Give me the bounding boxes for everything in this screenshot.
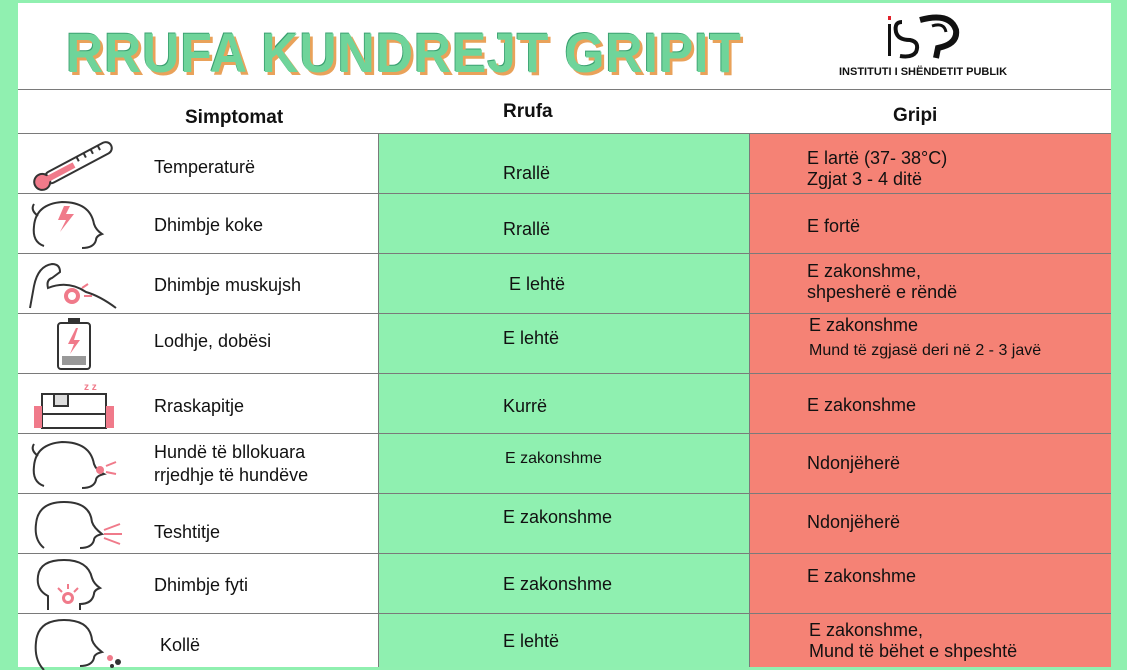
symptom-label: Dhimbje fyti [154,575,249,595]
row-divider [18,613,1111,614]
thermometer-icon [24,137,124,193]
header-top-border [18,89,1111,90]
flu-value-line: E lartë (37- 38°C) [807,148,948,168]
flu-value-line: E zakonshme [809,315,919,335]
cold-value: E lehtë [509,274,566,294]
column-header-cold: Rrufa [503,101,553,122]
headache-icon [24,196,124,252]
sneeze-icon [24,496,124,552]
row-divider [18,433,1111,434]
cold-value: E lehtë [503,631,560,651]
flu-value-line: Mund të bëhet e shpeshtë [809,641,1018,661]
cold-value: Kurrë [503,396,548,416]
cold-value: Rrallë [503,163,551,183]
flu-value-line: E zakonshme [807,566,917,586]
symptom-label: rrjedhje të hundëve [154,465,309,485]
row-divider [18,493,1111,494]
bed-sleep-icon [24,376,124,432]
row-divider [18,133,1111,134]
symptom-label: Dhimbje koke [154,215,264,235]
row-divider [18,313,1111,314]
flu-value-line: shpesherë e rëndë [807,282,958,302]
symptom-label: Rraskapitje [154,396,245,416]
cough-icon [24,614,124,670]
flu-value-line: Ndonjëherë [807,453,901,473]
svg-text:z z: z z [84,382,97,393]
page-title: RRUFA KUNDREJT GRIPIT [66,21,742,84]
organization-name: INSTITUTI I SHËNDETIT PUBLIK [839,66,1008,78]
cold-value: E zakonshme [503,574,613,594]
muscle-pain-icon [24,256,124,312]
row-divider [18,193,1111,194]
symptom-label: Lodhje, dobësi [154,331,272,351]
symptom-label: Kollë [160,635,201,655]
flu-value-line: E zakonshme, [807,261,922,281]
cold-value: E zakonshme [503,507,613,527]
cold-value: E zakonshme [505,450,602,467]
flu-value-line: Zgjat 3 - 4 ditë [807,169,923,189]
row-divider [18,253,1111,254]
cold-value: E lehtë [503,328,560,348]
cold-value: Rrallë [503,219,551,239]
low-battery-icon [24,316,124,372]
sore-throat-icon [24,556,124,612]
isp-logo-icon [880,12,970,62]
flu-value-line: E zakonshme [807,395,917,415]
blocked-nose-icon [24,436,124,492]
column-header-flu: Gripi [893,105,938,126]
symptom-label: Hundë të bllokuara [154,442,306,462]
column-divider [749,134,750,667]
symptom-label: Dhimbje muskujsh [154,275,302,295]
symptom-label: Teshtitje [154,522,221,542]
row-divider [18,373,1111,374]
row-divider [18,553,1111,554]
flu-value-line: Mund të zgjasë deri në 2 - 3 javë [809,342,1042,359]
flu-value-line: E fortë [807,216,861,236]
flu-column-bg [750,134,1111,667]
flu-value-line: E zakonshme, [809,620,924,640]
column-header-symptoms: Simptomat [185,107,284,128]
column-divider [378,134,379,667]
symptom-label: Temperaturë [154,157,256,177]
flu-value-line: Ndonjëherë [807,512,901,532]
